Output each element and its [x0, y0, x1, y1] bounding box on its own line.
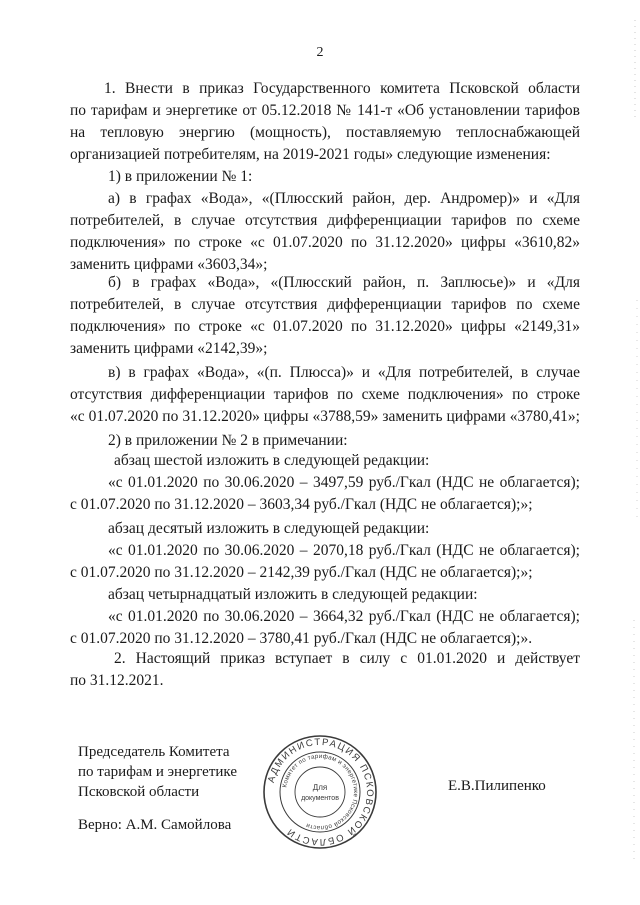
signatory-position-line: Председатель Комитета — [78, 744, 230, 760]
text-line: «с 01.01.2020 по 30.06.2020 – 3497,59 руб./Гкал (НДС не облагается); — [108, 474, 580, 491]
official-stamp — [262, 734, 378, 850]
text-line: 2) в приложении № 2 в примечании: — [108, 432, 348, 449]
text-line: «с 01.07.2020 по 31.12.2020» цифры «3788,59» заменить цифрами «3780,41»; — [70, 408, 580, 425]
text-line: по 31.12.2021. — [70, 672, 164, 689]
paragraph-tenth-heading — [70, 518, 580, 540]
text-line: по тарифам и энергетике от 05.12.2018 № 141-т «Об установлении тарифов — [70, 102, 580, 119]
text-line: заменить цифрами «2142,39»; — [70, 340, 268, 357]
page-number: 2 — [316, 45, 324, 60]
text-line: 2. Настоящий приказ вступает в силу с 01.01.2020 и действует — [114, 650, 580, 667]
scan-edge-noise — [626, 0, 640, 905]
paragraph-appendix-1 — [70, 166, 580, 188]
paragraph-1 — [70, 78, 580, 166]
stamp-outer-ring — [264, 736, 376, 848]
paragraph-item-b — [70, 272, 580, 360]
signatory-position — [78, 742, 237, 802]
paragraph-tenth-text — [70, 540, 580, 584]
signatory-position-line: Псковской области — [78, 784, 200, 800]
text-line: а) в графах «Вода», «(Плюсский район, дер. Андромер)» и «Для — [108, 190, 580, 207]
paragraph-fourteenth-text — [70, 606, 580, 650]
stamp-center-ring — [295, 767, 345, 817]
text-line: 1) в приложении № 1: — [108, 168, 253, 185]
stamp-inner-ring — [280, 752, 360, 832]
paragraph-item-v — [70, 362, 580, 428]
paragraph-appendix-2 — [70, 430, 580, 452]
text-line: заменить цифрами «3603,34»; — [70, 256, 268, 273]
paragraph-sixth-heading — [70, 450, 580, 472]
stamp-outer-text: АДМИНИСТРАЦИЯ ПСКОВСКОЙ ОБЛАСТИ — [265, 736, 376, 848]
paragraph-item-a — [70, 188, 580, 276]
signer-name: Е.В.Пилипенко — [448, 778, 546, 794]
paragraph-effective-date — [70, 648, 580, 692]
paragraph-sixth-text — [70, 472, 580, 516]
text-line: в) в графах «Вода», «(п. Плюсса)» и «Для потребителей, в случае — [108, 364, 580, 381]
paragraph-fourteenth-heading — [70, 584, 580, 606]
text-line: «с 01.01.2020 по 30.06.2020 – 3664,32 руб./Гкал (НДС не облагается); — [108, 608, 580, 625]
text-line: 1. Внести в приказ Государственного комитета Псковской области — [104, 80, 580, 97]
text-line: подключения» по строке «с 01.07.2020 по 31.12.2020» цифры «2149,31» — [70, 318, 580, 335]
stamp-center-line-2: документов — [301, 795, 339, 802]
text-line: с 01.07.2020 по 31.12.2020 – 3780,41 руб./Гкал (НДС не облагается);». — [70, 630, 533, 647]
text-line: на тепловую энергию (мощность), поставляемую теплоснабжающей — [70, 124, 580, 141]
text-line: абзац шестой изложить в следующей редакции: — [114, 452, 430, 469]
text-line: абзац десятый изложить в следующей редакции: — [108, 520, 430, 537]
text-line: абзац четырнадцатый изложить в следующей редакции: — [108, 586, 478, 603]
text-line: б) в графах «Вода», «(Плюсский район, п. Заплюсье)» и «Для — [108, 274, 580, 291]
text-line: потребителей, в случае отсутствия дифференциации тарифов по схеме — [70, 212, 580, 229]
text-line: с 01.07.2020 по 31.12.2020 – 3603,34 руб./Гкал (НДС не облагается);»; — [70, 496, 533, 513]
text-line: потребителей, в случае отсутствия дифференциации тарифов по схеме — [70, 296, 580, 313]
text-line: организацией потребителям, на 2019-2021 годы» следующие изменения: — [70, 146, 551, 163]
certified-copy-note: Верно: А.М. Самойлова — [78, 817, 232, 833]
signatory-position-line: по тарифам и энергетике — [78, 764, 237, 780]
stamp-inner-text: Комитет по тарифам и энергетике Псковской области — [281, 752, 360, 832]
text-line: с 01.07.2020 по 31.12.2020 – 2142,39 руб./Гкал (НДС не облагается);»; — [70, 564, 533, 581]
stamp-center-line-1: Для — [312, 783, 328, 792]
text-line: «с 01.01.2020 по 30.06.2020 – 2070,18 руб./Гкал (НДС не облагается); — [108, 542, 580, 559]
text-line: подключения» по строке «с 01.07.2020 по 31.12.2020» цифры «3610,82» — [70, 234, 580, 251]
text-line: отсутствия дифференциации тарифов по схеме подключения» по строке — [70, 386, 580, 403]
